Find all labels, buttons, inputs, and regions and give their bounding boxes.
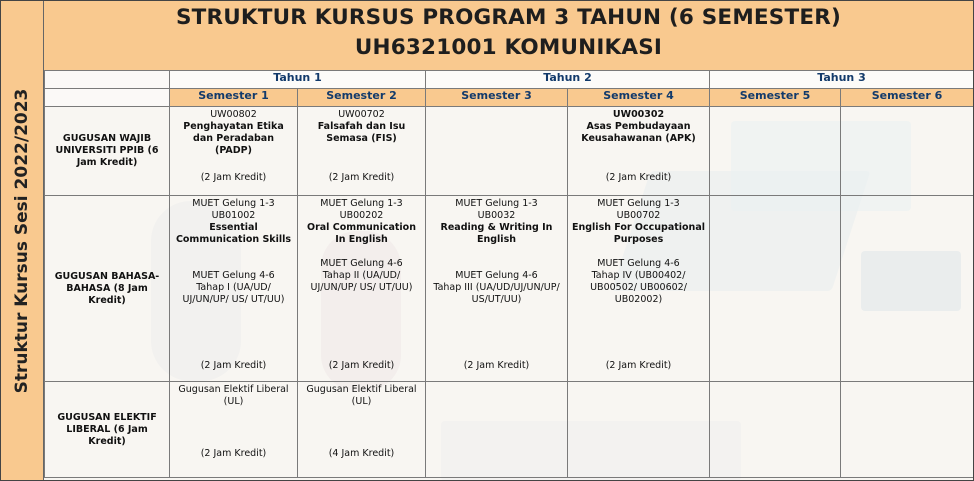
muet-band: MUET Gelung 1-3 bbox=[455, 198, 538, 209]
course-name: Gugusan Elektif Liberal (UL) bbox=[306, 384, 417, 407]
empty-cell bbox=[841, 382, 974, 478]
course-code: UW00302 bbox=[612, 109, 665, 120]
empty-cell bbox=[841, 196, 974, 382]
semester-header: Semester 4 bbox=[568, 89, 710, 107]
course-level: Tahap III (UA/UD/UJ/UN/UP/ US/UT/UU) bbox=[433, 282, 560, 305]
course-cell bbox=[426, 196, 568, 382]
muet-band: MUET Gelung 4-6 bbox=[455, 270, 538, 281]
program-title: UH6321001 KOMUNIKASI bbox=[354, 35, 663, 60]
course-name: Gugusan Elektif Liberal (UL) bbox=[178, 384, 289, 407]
course-name: Penghayatan Etika dan Peradaban (PADP) bbox=[183, 121, 284, 156]
course-cell bbox=[170, 196, 298, 382]
course-credit: (2 Jam Kredit) bbox=[200, 172, 267, 183]
course-name: Oral Communication In English bbox=[307, 222, 416, 245]
muet-band: MUET Gelung 4-6 bbox=[320, 258, 403, 269]
empty-cell bbox=[426, 382, 568, 478]
course-level: Tahap I (UA/UD/ UJ/UN/UP/ US/ UT/UU) bbox=[182, 282, 285, 305]
course-code: UB01002 bbox=[211, 210, 256, 221]
course-credit: (2 Jam Kredit) bbox=[463, 360, 530, 371]
course-credit: (4 Jam Kredit) bbox=[328, 448, 395, 459]
group-label: GUGUSAN WAJIB UNIVERSITI PPIB (6 Jam Kredit) bbox=[45, 107, 170, 196]
empty-cell bbox=[710, 196, 841, 382]
course-cell bbox=[568, 196, 710, 382]
course-credit: (2 Jam Kredit) bbox=[605, 360, 672, 371]
empty-cell bbox=[710, 107, 841, 196]
course-cell bbox=[568, 107, 710, 196]
course-table bbox=[44, 70, 974, 478]
empty-cell bbox=[568, 382, 710, 478]
course-name: Reading & Writing In English bbox=[440, 222, 553, 245]
course-name: Falsafah dan Isu Semasa (FIS) bbox=[317, 121, 406, 144]
table-row bbox=[45, 382, 974, 478]
course-code: UW00702 bbox=[338, 109, 385, 120]
course-cell bbox=[170, 107, 298, 196]
course-code: UW00802 bbox=[210, 109, 257, 120]
course-credit: (2 Jam Kredit) bbox=[200, 448, 267, 459]
header-corner bbox=[45, 89, 170, 107]
semester-header: Semester 1 bbox=[170, 89, 298, 107]
course-credit: (2 Jam Kredit) bbox=[328, 172, 395, 183]
course-cell bbox=[170, 382, 298, 478]
course-credit: (2 Jam Kredit) bbox=[200, 360, 267, 371]
muet-band: MUET Gelung 1-3 bbox=[320, 198, 403, 209]
group-label: GUGUSAN ELEKTIF LIBERAL (6 Jam Kredit) bbox=[45, 382, 170, 478]
muet-band: MUET Gelung 4-6 bbox=[597, 258, 680, 269]
course-level: Tahap IV (UB00402/ UB00502/ UB00602/ UB02002) bbox=[590, 270, 687, 305]
course-code: UB00702 bbox=[616, 210, 661, 221]
muet-band: MUET Gelung 1-3 bbox=[597, 198, 680, 209]
course-credit: (2 Jam Kredit) bbox=[328, 360, 395, 371]
course-credit: (2 Jam Kredit) bbox=[605, 172, 672, 183]
group-label: GUGUSAN BAHASA- BAHASA (8 Jam Kredit) bbox=[45, 196, 170, 382]
empty-cell bbox=[426, 107, 568, 196]
semester-header: Semester 5 bbox=[710, 89, 841, 107]
course-name: Asas Pembudayaan Keusahawanan (APK) bbox=[581, 121, 696, 144]
semester-header: Semester 3 bbox=[426, 89, 568, 107]
semester-header: Semester 6 bbox=[841, 89, 974, 107]
year-header: Tahun 2 bbox=[426, 71, 710, 89]
course-name: Essential Communication Skills bbox=[175, 222, 292, 245]
course-cell bbox=[298, 196, 426, 382]
course-name: English For Occupational Purposes bbox=[572, 222, 705, 245]
course-code: UB0032 bbox=[477, 210, 516, 221]
table-row bbox=[45, 196, 974, 382]
table-row bbox=[45, 107, 974, 196]
course-cell bbox=[298, 107, 426, 196]
course-cell bbox=[298, 382, 426, 478]
muet-band: MUET Gelung 1-3 bbox=[192, 198, 275, 209]
header-corner bbox=[45, 71, 170, 89]
muet-band: MUET Gelung 4-6 bbox=[192, 270, 275, 281]
empty-cell bbox=[841, 107, 974, 196]
semester-header: Semester 2 bbox=[298, 89, 426, 107]
side-label-bar bbox=[1, 1, 44, 480]
empty-cell bbox=[710, 382, 841, 478]
year-header: Tahun 3 bbox=[710, 71, 974, 89]
course-code: UB00202 bbox=[339, 210, 384, 221]
course-level: Tahap II (UA/UD/ UJ/UN/UP/ US/ UT/UU) bbox=[310, 270, 413, 293]
title-bar bbox=[44, 1, 973, 71]
page-title: STRUKTUR KURSUS PROGRAM 3 TAHUN (6 SEMESTER) bbox=[175, 5, 842, 30]
year-header: Tahun 1 bbox=[170, 71, 426, 89]
session-label: Struktur Kursus Sesi 2022/2023 bbox=[12, 88, 32, 394]
